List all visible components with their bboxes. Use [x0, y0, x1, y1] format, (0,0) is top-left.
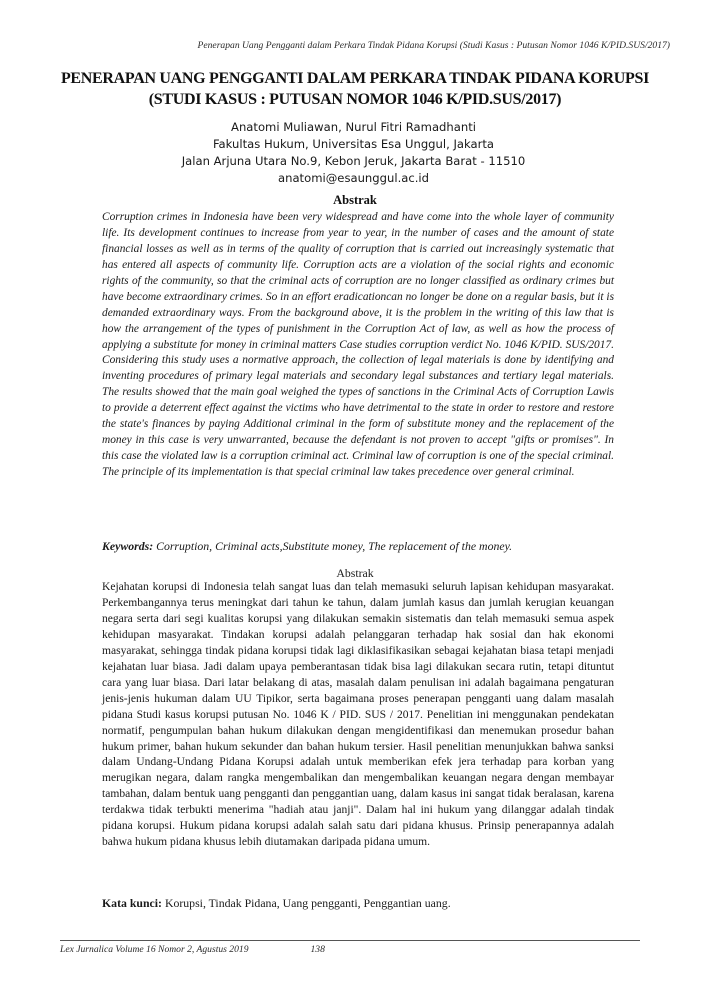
footer-divider	[60, 940, 640, 941]
kata-kunci-text: Korupsi, Tindak Pidana, Uang pengganti, Penggantian uang.	[164, 896, 451, 910]
running-header: Penerapan Uang Pengganti dalam Perkara Tindak Pidana Korupsi (Studi Kasus : Putusan Nomor 1046 K/PID.SUS/2017)	[197, 40, 670, 51]
author-block	[100, 119, 607, 187]
abstract-indonesian-text: Kejahatan korupsi di Indonesia telah sangat luas dan telah memasuki seluruh lapisan kehidupan masyarakat. Perkembangannya terus meningkat dari tahun ke tahun, dalam jumlah kasus dan jumlah kerugian keuangan negara serta dari segi kualitas korupsi yang dilakukan semakin sistematis dan telah memasuki semua aspek kehidupan masyarakat. Tindakan korupsi adalah pelanggaran terhadap hak sosial dan hak ekonomi masyarakat, sehingga tindak pidana korupsi tidak lagi diklasifikasikan sebagai kejahatan biasa tetapi menjadi kejahatan luar biasa. Jadi dalam upaya pemberantasan tidak bisa lagi dilakukan secara rutin, tetapi dituntut cara yang luar biasa. Dari latar belakang di atas, masalah dalam penulisan ini adalah bagaimana pengaturan jenis-jenis hukuman dalam UU Tipikor, serta bagaimana proses penerapan pengganti uang dalam masalah pidana Studi kasus korupsi putusan No. 1046 K / PID. SUS / 2017. Penelitian ini menggunakan pendekatan normatif, pengumpulan bahan hukum dilakukan dengan mengidentifikasi dan menemukan prosedur bahan hukum primer, bahan hukum sekunder dan bahan hukum tersier. Hasil penelitian menunjukkan bahwa sanksi dalam Undang-Undang Pidana Korupsi adalah untuk memberikan efek jera terhadap para korban yang merugikan negara, dalam rangka mengembalikan dan mengembalikan keuangan negara dengan membayar tambahan, dalam bentuk uang pengganti dan penggantian uang, dalam kasus ini sangat tidak beralasan, karena terdakwa tidak terbukti menerima "hadiah atau janji". Dalam hal ini hukum yang dilanggar adalah tindak pidana korupsi. Hukum pidana korupsi adalah salah satu dari pidana khusus. Prinsip penerapannya adalah bahwa hukum pidana khusus lebih diutamakan daripada pidana umum.	[102, 581, 614, 849]
page-number: 138	[310, 944, 325, 955]
author-email[interactable]: anatomi@esaunggul.ac.id	[278, 171, 429, 185]
kata-kunci-label: Kata kunci:	[102, 896, 162, 910]
keywords-label: Keywords:	[102, 539, 154, 553]
paper-title: PENERAPAN UANG PENGGANTI DALAM PERKARA TINDAK PIDANA KORUPSI (STUDI KASUS : PUTUSAN NOMOR 1046 K/PID.SUS/2017)	[60, 70, 650, 108]
abstract-english-text: Corruption crimes in Indonesia have been very widespread and have come into the whole layer of community life. Its development continues to increase from year to year, in the number of cases and the amount of state financial losses as well as in terms of the quality of corruption that is carried out increasingly systematic that has entered all aspects of community life. Corruption acts are a violation of the social rights and economic rights of the community, so that the criminal acts of corruption are no longer classified as ordinary crimes but have become extraordinary crimes. So in an effort eradicationcan no longer be done on a regular basis, but it is demanded extraordinary ways. From the background above, it is the problem in the writing of this law that is how the arrangement of the types of punishment in the Corruption Act of law, as well as how the process of applying a substitute for money in criminal matters Case studies corruption verdict No. 1046 K/PID. SUS/2017. Considering this study uses a normative approach, the collection of legal materials is done by identifying and inventing procedures of primary legal materials and secondary legal substances and tertiary legal materials. The results showed that the main goal weighed the types of sanctions in the Criminal Acts of Corruption Lawis to provide a deterrent effect against the victims who have detrimental to the state in order to restore and restore the state's finances by paying Additional criminal in the form of substitute money and the replacement of the money in this case is very unwarranted, because the defendant is not proven to accept "gifts or promises". In this case the violated law is a corruption criminal act. Criminal law of corruption is one of the special criminal. The principle of its implementation is that special criminal law takes precedence over general criminal.	[102, 211, 614, 478]
keywords-indonesian	[102, 895, 622, 911]
author-address: Jalan Arjuna Utara No.9, Kebon Jeruk, Jakarta Barat - 11510	[181, 154, 526, 168]
keywords-english	[102, 538, 622, 554]
page-footer	[60, 944, 560, 955]
journal-citation: Lex Jurnalica Volume 16 Nomor 2, Agustus 2019	[60, 944, 249, 955]
author-names: Anatomi Muliawan, Nurul Fitri Ramadhanti	[231, 120, 476, 134]
keywords-text: Corruption, Criminal acts,Substitute money, The replacement of the money.	[156, 539, 513, 553]
abstract-heading: Abstrak	[333, 193, 377, 207]
author-affiliation: Fakultas Hukum, Universitas Esa Unggul, Jakarta	[212, 137, 495, 151]
abstract-indonesian-heading: Abstrak	[336, 566, 374, 580]
